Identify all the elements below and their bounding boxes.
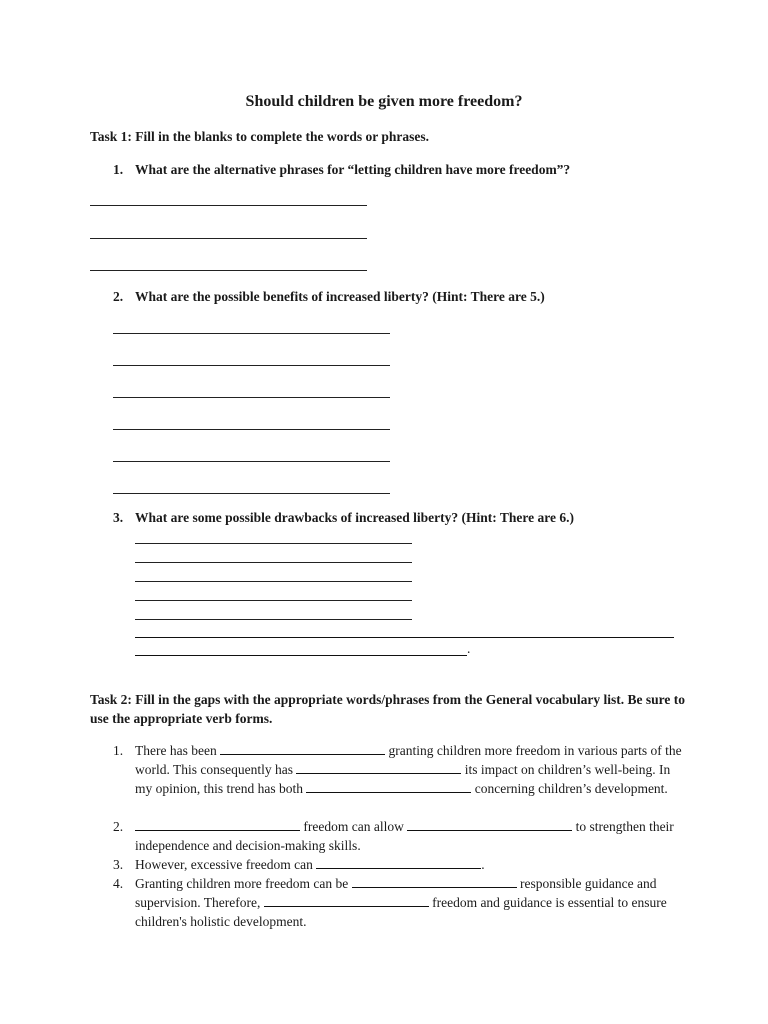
list-item [113, 817, 683, 855]
question-2 [113, 289, 713, 307]
item-number: 2. [113, 819, 124, 834]
question-1 [113, 162, 713, 180]
item-number: 3. [113, 857, 124, 872]
item-text-part: to strengthen their independence and decision-making skills. [135, 819, 674, 853]
question-text: What are the alternative phrases for “letting children have more freedom”? [135, 162, 571, 177]
question-text: What are the possible benefits of increased liberty? (Hint: There are 5.) [135, 289, 545, 304]
item-text-part: However, excessive freedom can [135, 857, 313, 872]
answer-blank[interactable] [135, 655, 467, 656]
item-text-part: freedom and guidance is essential to ensure children's holistic development. [135, 895, 667, 929]
answer-gap[interactable] [264, 893, 429, 907]
answer-blank[interactable] [113, 493, 390, 494]
answer-gap[interactable] [316, 855, 481, 869]
answer-blank[interactable] [135, 619, 412, 620]
question-number: 2. [113, 289, 124, 304]
list-item [113, 741, 683, 817]
item-text [135, 874, 683, 931]
answer-gap[interactable] [220, 741, 385, 755]
answer-gap[interactable] [352, 874, 517, 888]
item-text-part: . [481, 857, 485, 872]
answer-gap[interactable] [407, 817, 572, 831]
answer-blank[interactable] [90, 205, 367, 206]
answer-gap[interactable] [306, 779, 471, 793]
question-text: What are some possible drawbacks of increased liberty? (Hint: There are 6.) [135, 510, 574, 525]
page-title: Should children be given more freedom? [245, 93, 523, 110]
answer-blank[interactable] [113, 333, 390, 334]
item-text-part: concerning children’s development. [474, 781, 668, 796]
item-text [135, 817, 683, 855]
list-item [113, 874, 683, 931]
answer-blank[interactable] [135, 543, 412, 544]
question-3 [113, 510, 713, 528]
answer-blank[interactable] [113, 397, 390, 398]
answer-blank[interactable] [135, 637, 674, 638]
item-text-part: granting children more freedom in various parts of the world. This consequently has [135, 743, 682, 777]
answer-blank[interactable] [90, 270, 367, 271]
answer-blank[interactable] [135, 600, 412, 601]
answer-blank[interactable] [90, 238, 367, 239]
answer-blank[interactable] [135, 581, 412, 582]
answer-blank[interactable] [113, 429, 390, 430]
answer-gap[interactable] [296, 760, 461, 774]
item-number: 1. [113, 743, 124, 758]
item-text-part: its impact on children’s well-being. In my opinion, this trend has both [135, 762, 671, 796]
answer-blank[interactable] [113, 365, 390, 366]
item-text-part: Granting children more freedom can be [135, 876, 349, 891]
item-text-part: There has been [135, 743, 217, 758]
task2-heading: Task 2: Fill in the gaps with the appropriate words/phrases from the General vocabulary list. Be sure to use the appropriate verb forms. [90, 692, 686, 726]
answer-gap[interactable] [135, 817, 300, 831]
question-number: 3. [113, 510, 124, 525]
item-number: 4. [113, 876, 124, 891]
item-text-part: freedom can allow [303, 819, 404, 834]
list-item [113, 855, 683, 874]
item-text-part: responsible guidance and supervision. Therefore, [135, 876, 657, 910]
item-text [135, 741, 683, 798]
blank-period: . [467, 641, 471, 656]
answer-blank[interactable] [113, 461, 390, 462]
answer-blank[interactable] [135, 562, 412, 563]
question-number: 1. [113, 162, 124, 177]
task1-heading: Task 1: Fill in the blanks to complete the words or phrases. [90, 129, 430, 144]
item-text [135, 855, 683, 874]
